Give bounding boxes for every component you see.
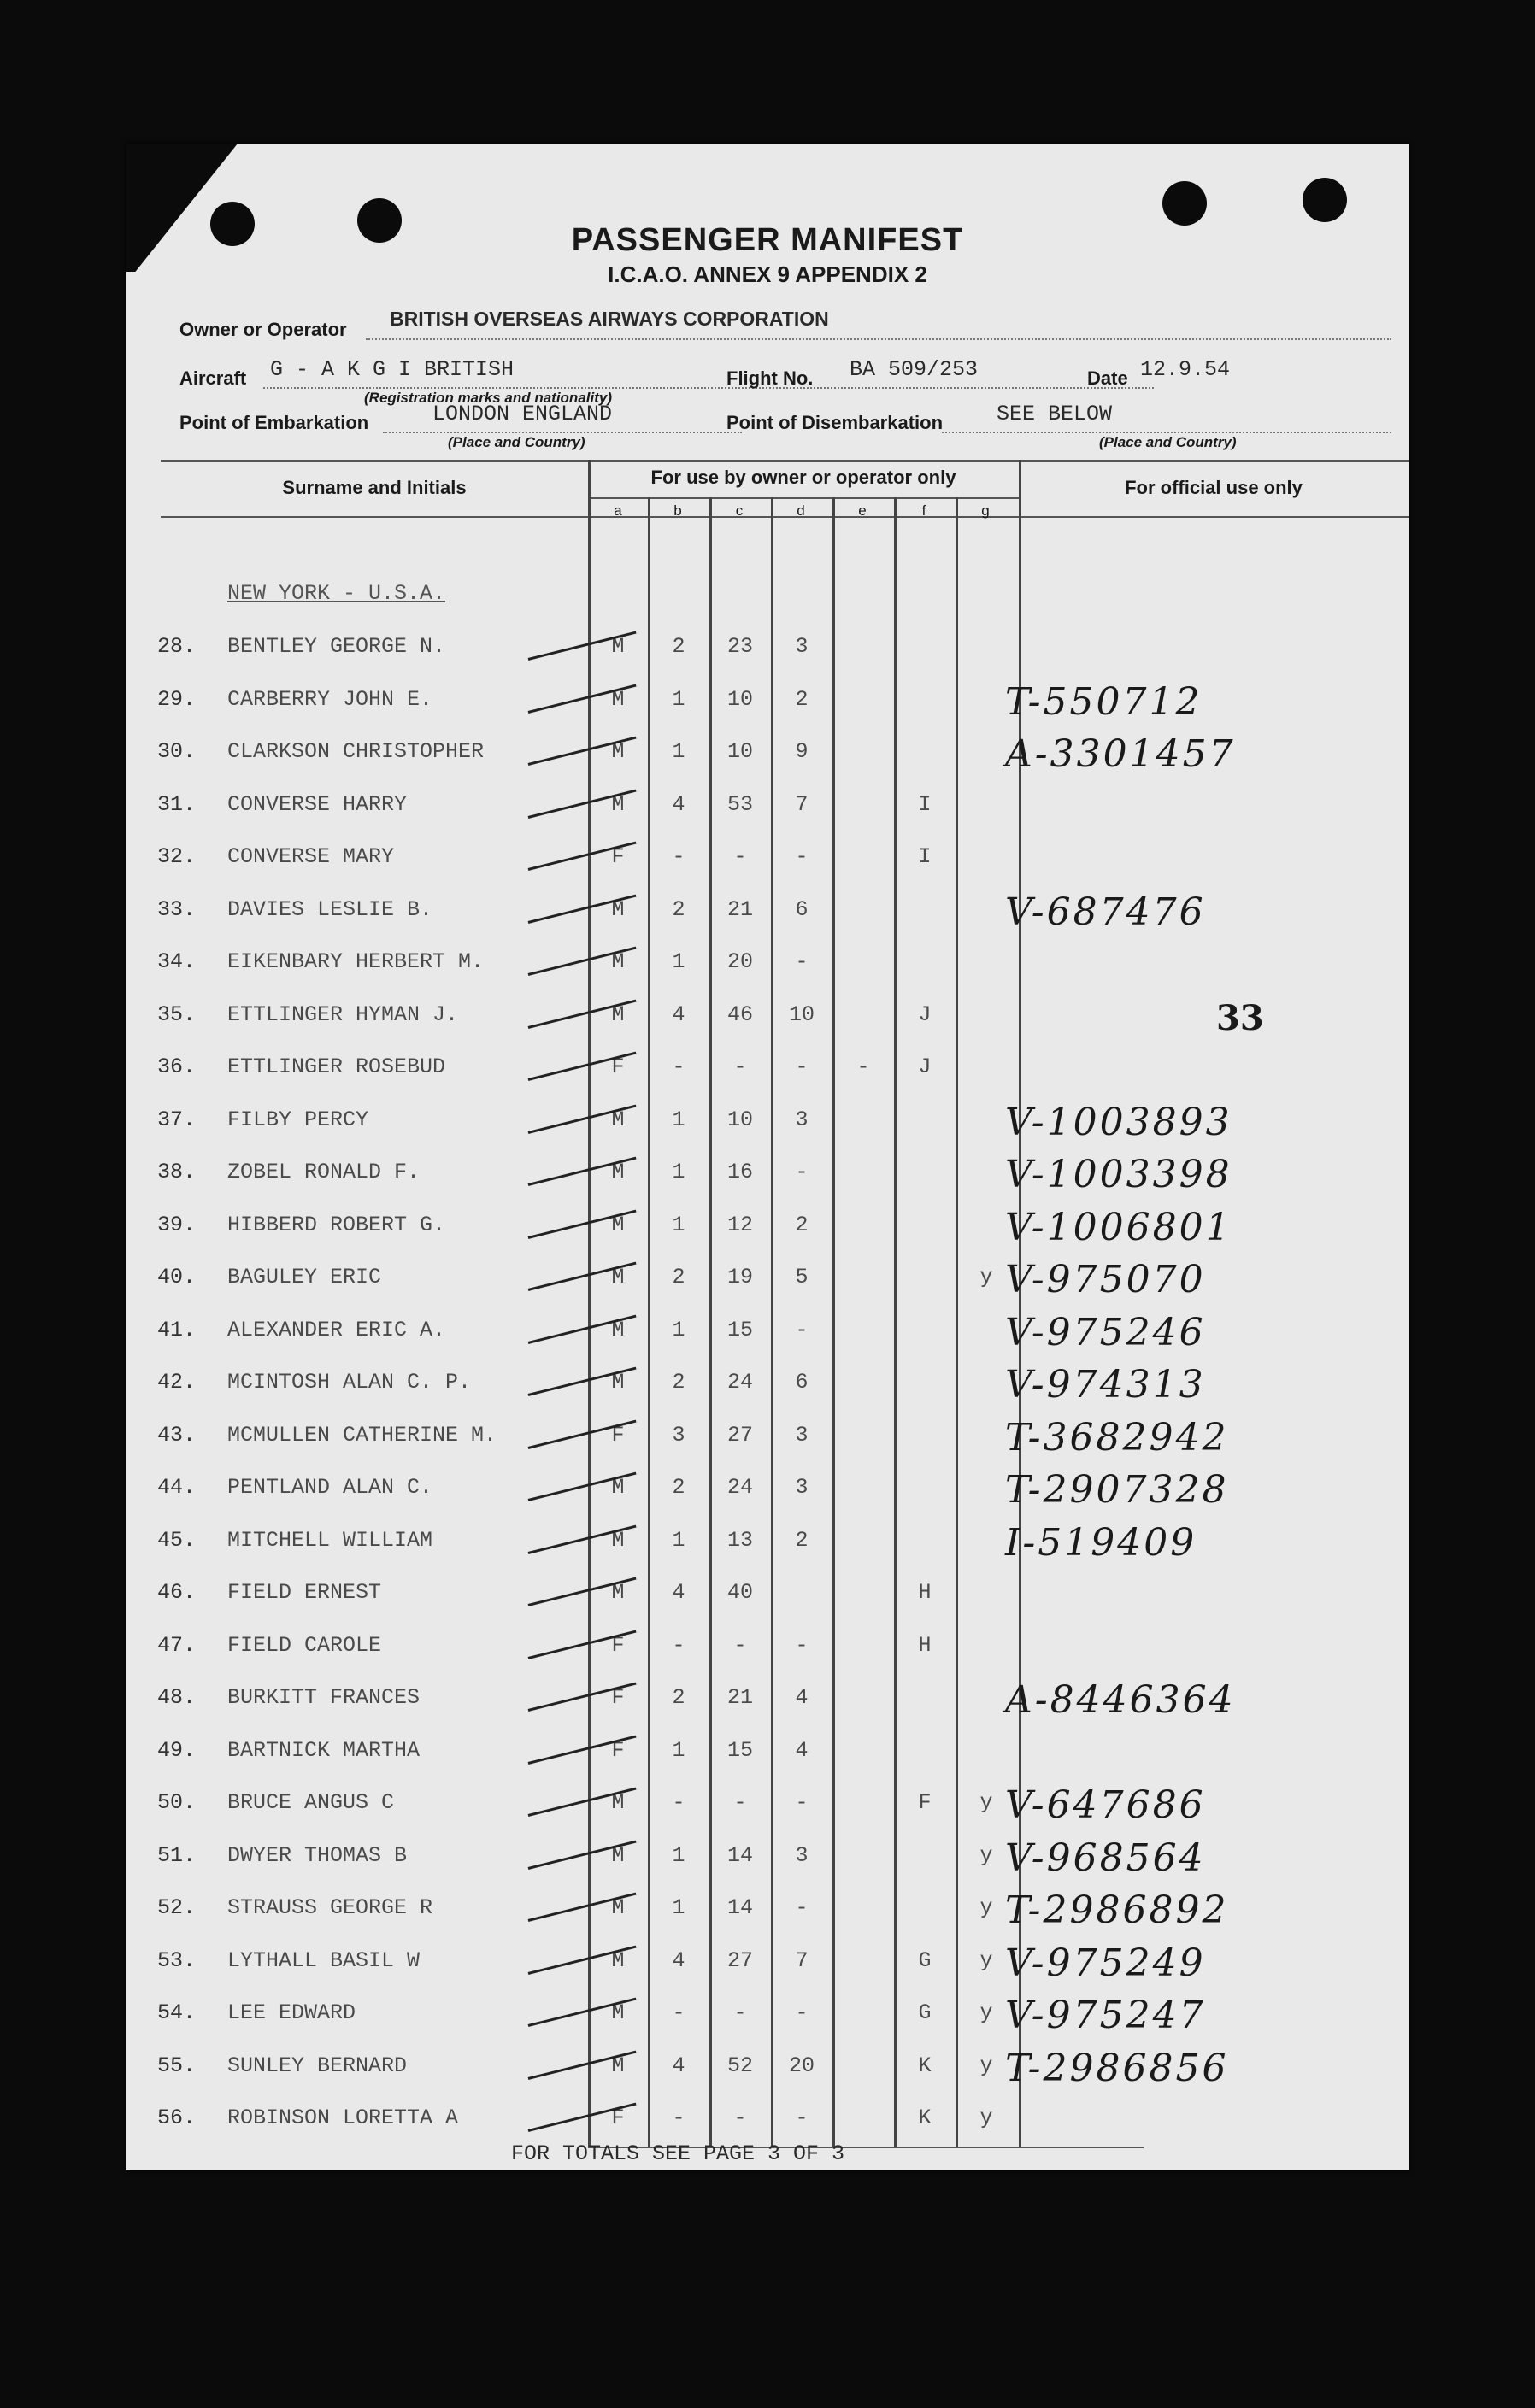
row-a: M [611,949,625,974]
row-d: 2 [795,1527,809,1553]
col-d-header: d [797,502,805,519]
row-a: F [611,1685,625,1710]
embark-label: Point of Embarkation [179,412,369,433]
row-name: ROBINSON LORETTA A [227,2106,459,2130]
flight-value: BA 509/253 [850,357,979,382]
row-a: M [611,739,625,764]
table-row [126,1941,1409,2000]
row-d: 2 [795,686,809,712]
table-row [126,949,1409,1001]
row-b: 2 [672,1265,685,1289]
row-num: 51. [157,1842,197,1868]
aircraft-label: Aircraft [179,367,247,389]
section-heading: NEW YORK - U.S.A. [227,581,446,606]
row-a: M [611,1895,625,1920]
row-official: T-2986892 [1005,1888,1229,1932]
row-c: 23 [726,634,753,659]
row-official: V-647686 [1005,1783,1206,1827]
row-official: V-1003398 [1005,1153,1232,1196]
row-a: M [611,1475,625,1500]
table-row [126,1520,1409,1579]
row-c: - [733,1790,747,1815]
row-c: 10 [726,686,753,712]
row-official: T-2986856 [1005,2046,1229,2090]
row-d: 9 [795,739,809,764]
row-official: T-3682942 [1005,1415,1229,1459]
row-d: - [795,1054,809,1079]
row-d: - [795,1790,809,1815]
row-num: 33. [157,896,197,922]
row-d: - [795,2000,809,2025]
row-b: - [672,1790,685,1815]
row-num: 43. [157,1422,197,1448]
row-d: 7 [795,1947,809,1973]
row-a: M [611,1527,625,1553]
row-a: M [611,896,625,922]
row-b: 4 [672,1947,685,1973]
row-official: A-8446364 [1005,1678,1236,1722]
row-g: y [979,2000,993,2025]
row-a: M [611,1001,625,1027]
table-row [126,844,1409,896]
table-row [126,1678,1409,1736]
col-g-header: g [981,502,990,519]
row-num: 48. [157,1685,197,1710]
row-name: CONVERSE HARRY [227,791,408,817]
table-row [126,1002,1409,1054]
row-b: 4 [672,2053,685,2078]
col-b-header: b [673,502,682,519]
table-row [126,1054,1409,1106]
row-c: 24 [726,1370,753,1395]
row-d: 3 [795,1475,809,1500]
row-c: 16 [726,1160,753,1184]
table-row [126,1580,1409,1631]
row-d: - [795,1632,809,1658]
row-f: G [918,1947,932,1973]
row-b: 1 [672,1107,685,1132]
row-name: STRAUSS GEORGE R [227,1895,433,1920]
disembark-label: Point of Disembarkation [726,412,944,433]
row-b: 2 [672,896,685,922]
date-value: 12.9.54 [1140,357,1231,382]
table-row [126,1363,1409,1421]
row-a: M [611,686,625,712]
row-c: 27 [726,1422,753,1448]
row-num: 53. [157,1947,197,1973]
row-name: BARTNICK MARTHA [227,1737,421,1763]
row-a: M [611,1265,625,1289]
row-official: V-1003893 [1005,1100,1232,1144]
row-name: MITCHELL WILLIAM [227,1527,433,1553]
row-name: SUNLEY BERNARD [227,2053,408,2078]
row-c: 27 [726,1947,753,1973]
row-official: V-975070 [1005,1258,1206,1301]
row-d: 3 [795,1422,809,1448]
row-a: F [611,1422,625,1448]
row-b: 1 [672,1842,685,1868]
row-name: ETTLINGER HYMAN J. [227,1001,459,1027]
row-num: 52. [157,1895,197,1920]
form-title: PASSENGER MANIFEST [571,222,964,258]
row-b: 1 [672,1737,685,1763]
row-num: 42. [157,1370,197,1395]
row-b: 1 [672,1212,685,1237]
row-d: - [795,844,809,869]
table-row [126,679,1409,738]
row-b: 1 [672,686,685,712]
row-b: 1 [672,1527,685,1553]
row-d: 10 [788,1001,815,1027]
row-g: y [979,2053,993,2078]
row-official: V-968564 [1005,1835,1206,1880]
row-b: 1 [672,1895,685,1920]
table-row [126,1205,1409,1264]
row-a: M [611,1160,625,1184]
disembark-note: (Place and Country) [1099,434,1237,450]
row-num: 49. [157,1737,197,1763]
table-row [126,1468,1409,1526]
row-name: LEE EDWARD [227,2000,356,2025]
col-f-header: f [921,502,926,519]
col-e-header: e [858,502,867,519]
row-f: J [918,1054,932,1079]
row-g: y [979,1842,993,1868]
row-num: 50. [157,1790,197,1815]
table-row [126,1783,1409,1841]
row-b: 4 [672,1580,685,1605]
row-e: - [856,1054,870,1079]
registration-note: (Registration marks and nationality) [364,390,612,406]
row-b: - [672,2106,685,2130]
date-label: Date [1087,367,1128,389]
row-d: - [795,949,809,974]
table-row [126,1888,1409,1947]
row-official: T-2907328 [1005,1468,1229,1512]
row-g: y [979,2106,993,2130]
row-official: V-687476 [1005,890,1206,934]
row-a: M [611,1947,625,1973]
row-d: 3 [795,634,809,659]
row-c: 15 [726,1737,753,1763]
row-name: EIKENBARY HERBERT M. [227,949,485,974]
row-c: - [733,1632,747,1658]
row-name: BRUCE ANGUS C [227,1790,395,1815]
row-c: 46 [726,1001,753,1027]
row-name: DAVIES LESLIE B. [227,896,433,922]
operator-header: For use by owner or operator only [650,467,956,488]
row-c: 40 [726,1580,753,1605]
row-a: M [611,791,625,817]
row-official: V-1006801 [1005,1205,1232,1249]
row-b: 1 [672,739,685,764]
row-d: 5 [795,1265,809,1289]
row-name: DWYER THOMAS B [227,1842,408,1868]
row-c: 20 [726,949,753,974]
row-name: HIBBERD ROBERT G. [227,1212,446,1237]
row-a: M [611,1580,625,1605]
table-row [126,1738,1409,1789]
row-b: 1 [672,949,685,974]
row-official: V-975247 [1005,1994,1206,2037]
disembark-value: SEE BELOW [997,402,1113,426]
table-row [126,1153,1409,1211]
row-d: 2 [795,1212,809,1237]
row-a: F [611,844,625,869]
row-b: 3 [672,1422,685,1448]
row-a: F [611,2106,625,2130]
row-d: 3 [795,1842,809,1868]
row-official: V-975249 [1005,1941,1206,1985]
row-f: I [918,791,932,817]
manifest-sheet [126,144,1409,2170]
row-b: 1 [672,1160,685,1184]
row-name: PENTLAND ALAN C. [227,1475,433,1500]
table-row [126,634,1409,685]
row-g: y [979,1265,993,1289]
flight-label: Flight No. [726,367,814,389]
table-row [126,2046,1409,2105]
row-num: 29. [157,686,197,712]
page-stamp: 33 [1216,998,1264,1038]
row-d: 6 [795,1370,809,1395]
row-c: 53 [726,791,753,817]
table-row [126,1633,1409,1684]
row-num: 36. [157,1054,197,1079]
row-d: 20 [788,2053,815,2078]
row-b: 2 [672,1685,685,1710]
row-d: - [795,1895,809,1920]
row-a: F [611,1737,625,1763]
row-f: K [918,2106,932,2130]
aircraft-value: G - A K G I BRITISH [270,357,515,382]
row-b: 2 [672,1370,685,1395]
row-b: - [672,1054,685,1079]
row-a: M [611,2053,625,2078]
row-num: 31. [157,791,197,817]
row-c: 19 [726,1265,753,1289]
table-row [126,1835,1409,1894]
row-name: FIELD ERNEST [227,1580,382,1605]
row-d: - [795,1160,809,1184]
row-c: - [733,1054,747,1079]
row-official: V-974313 [1005,1363,1206,1407]
row-b: 4 [672,1001,685,1027]
row-name: CONVERSE MARY [227,844,395,869]
row-name: ZOBEL RONALD F. [227,1160,421,1184]
row-b: - [672,2000,685,2025]
row-b: - [672,844,685,869]
row-num: 47. [157,1632,197,1658]
row-num: 30. [157,739,197,764]
row-num: 56. [157,2106,197,2130]
row-c: 24 [726,1475,753,1500]
row-name: BAGULEY ERIC [227,1265,382,1289]
table-row [126,890,1409,949]
row-a: M [611,1370,625,1395]
row-c: - [733,2106,747,2130]
row-official: I-519409 [1005,1520,1197,1565]
row-a: M [611,1317,625,1342]
row-c: - [733,2000,747,2025]
row-f: J [918,1001,932,1027]
row-d: - [795,2106,809,2130]
row-a: F [611,1632,625,1658]
surname-header: Surname and Initials [282,477,467,498]
row-d: 6 [795,896,809,922]
row-num: 41. [157,1317,197,1342]
row-official: V-975246 [1005,1310,1206,1354]
row-b: - [672,1632,685,1658]
table-row [126,1100,1409,1159]
table-row [126,1415,1409,1474]
row-f: F [918,1790,932,1815]
form-subtitle: I.C.A.O. ANNEX 9 APPENDIX 2 [608,261,927,287]
row-a: M [611,1790,625,1815]
row-a: F [611,1054,625,1079]
row-f: I [918,844,932,869]
row-f: K [918,2053,932,2078]
owner-label: Owner or Operator [179,319,347,340]
row-num: 40. [157,1265,197,1289]
row-name: MCMULLEN CATHERINE M. [227,1422,497,1448]
row-c: 21 [726,896,753,922]
table-row [126,792,1409,843]
row-c: 21 [726,1685,753,1710]
row-num: 54. [157,2000,197,2025]
row-d: 4 [795,1737,809,1763]
official-header: For official use only [1125,477,1303,498]
row-name: ETTLINGER ROSEBUD [227,1054,446,1079]
row-a: M [611,1212,625,1237]
row-name: LYTHALL BASIL W [227,1947,421,1973]
row-g: y [979,1947,993,1973]
row-name: FIELD CAROLE [227,1632,382,1658]
row-num: 39. [157,1212,197,1237]
embark-value: LONDON ENGLAND [432,402,613,426]
row-num: 38. [157,1160,197,1184]
row-a: M [611,1107,625,1132]
row-name: MCINTOSH ALAN C. P. [227,1370,472,1395]
row-name: CARBERRY JOHN E. [227,686,433,712]
row-name: BURKITT FRANCES [227,1685,421,1710]
row-b: 1 [672,1317,685,1342]
row-num: 32. [157,844,197,869]
row-num: 44. [157,1475,197,1500]
row-g: y [979,1790,993,1815]
row-official: T-550712 [1005,679,1203,724]
row-f: H [918,1632,932,1658]
row-c: 14 [726,1842,753,1868]
col-a-header: a [614,502,622,519]
row-num: 46. [157,1580,197,1605]
row-c: 52 [726,2053,753,2078]
row-d: 3 [795,1107,809,1132]
row-f: G [918,2000,932,2025]
row-num: 34. [157,949,197,974]
row-num: 55. [157,2053,197,2078]
table-row [126,732,1409,790]
row-name: CLARKSON CHRISTOPHER [227,739,485,764]
row-c: 10 [726,1107,753,1132]
row-b: 2 [672,1475,685,1500]
col-c-header: c [735,502,744,519]
row-d: - [795,1317,809,1342]
row-a: M [611,2000,625,2025]
owner-value: BRITISH OVERSEAS AIRWAYS CORPORATION [390,308,829,330]
row-official: A-3301457 [1005,732,1236,776]
row-num: 28. [157,634,197,659]
row-a: M [611,634,625,659]
table-row [126,1258,1409,1316]
totals-footer: FOR TOTALS SEE PAGE 3 OF 3 [511,2141,845,2166]
row-c: 12 [726,1212,753,1237]
row-c: - [733,844,747,869]
row-g: y [979,1895,993,1920]
row-b: 4 [672,791,685,817]
table-row [126,1310,1409,1369]
row-num: 37. [157,1107,197,1132]
row-b: 2 [672,634,685,659]
row-c: 10 [726,739,753,764]
row-name: BENTLEY GEORGE N. [227,634,446,659]
table-row [126,1994,1409,2052]
embark-note: (Place and Country) [448,434,585,450]
row-c: 14 [726,1895,753,1920]
row-name: ALEXANDER ERIC A. [227,1317,446,1342]
row-a: M [611,1842,625,1868]
row-num: 35. [157,1001,197,1027]
row-c: 13 [726,1527,753,1553]
row-f: H [918,1580,932,1605]
row-num: 45. [157,1527,197,1553]
passenger-rows [126,144,1409,2170]
row-d: 4 [795,1685,809,1710]
row-name: FILBY PERCY [227,1107,369,1132]
row-d: 7 [795,791,809,817]
row-c: 15 [726,1317,753,1342]
